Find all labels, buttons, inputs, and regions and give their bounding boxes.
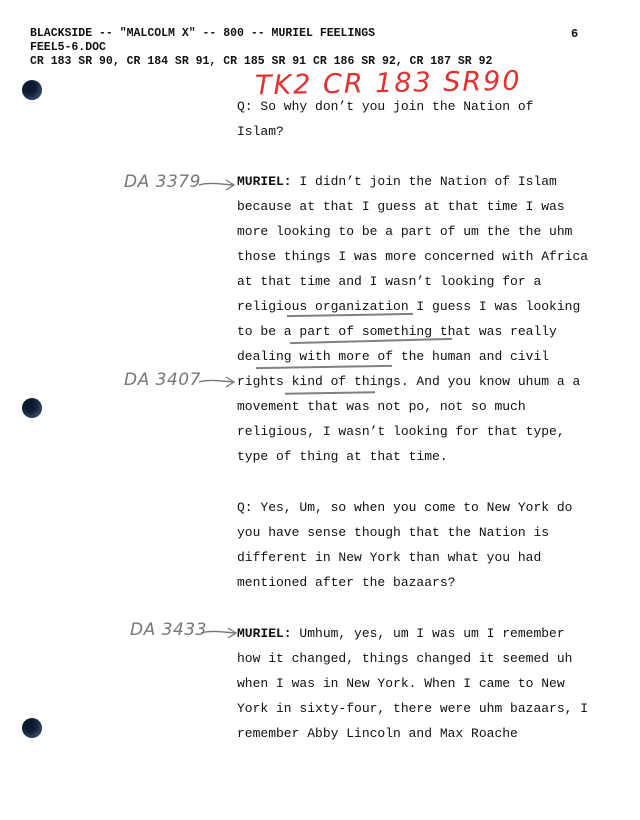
handwritten-da-marker-2: DA 3407 [124, 370, 201, 390]
answer-line: type of thing at that time. [237, 449, 448, 464]
punch-hole-bottom [22, 718, 42, 738]
answer-line: when I was in New York. When I came to New [237, 676, 565, 691]
answer-line: York in sixty-four, there were uhm bazaars, I [237, 701, 589, 716]
handwritten-da-marker-1: DA 3379 [124, 172, 201, 192]
question-line: Islam? [237, 124, 284, 139]
answer-line: how it changed, things changed it seemed uh [237, 651, 573, 666]
question-line: you have sense though that the Nation is [237, 525, 550, 540]
answer-text: I didn’t join the Nation of Islam [291, 174, 557, 189]
answer-line: religious, I wasn’t looking for that type, [237, 424, 565, 439]
header-filename: FEEL5-6.DOC [30, 41, 106, 54]
answer-first-line [237, 626, 565, 641]
answer-first-line [237, 174, 557, 189]
header-title: BLACKSIDE -- "MALCOLM X" -- 800 -- MURIEL FEELINGS [30, 27, 376, 40]
answer-line: to be a part of something that was really [237, 324, 557, 339]
page-number: 6 [571, 27, 579, 41]
document-header [30, 27, 492, 69]
handwritten-take-marker: TK2 CR 183 SR90 [254, 65, 522, 102]
answer-line: movement that was not po, not so much [237, 399, 526, 414]
answer-line: because at that I guess at that time I was [237, 199, 565, 214]
answer-text: Umhum, yes, um I was um I remember [291, 626, 565, 641]
arrow-icon [199, 624, 239, 640]
speaker-label: MURIEL: [237, 174, 292, 189]
punch-hole-middle [22, 398, 42, 418]
handwritten-da-marker-3: DA 3433 [130, 620, 207, 640]
question-line: Q: Yes, Um, so when you come to New York do [237, 500, 573, 515]
answer-line: remember Abby Lincoln and Max Roache [237, 726, 518, 741]
arrow-icon [197, 176, 237, 192]
question-line: different in New York than what you had [237, 550, 542, 565]
answer-line: at that time and I wasn’t looking for a [237, 274, 542, 289]
pencil-underline [285, 391, 375, 394]
punch-hole-top [22, 80, 42, 100]
question-line: mentioned after the bazaars? [237, 575, 456, 590]
answer-line: more looking to be a part of um the the uhm [237, 224, 573, 239]
arrow-icon [197, 373, 237, 389]
pencil-underline [256, 365, 392, 369]
answer-line: dealing with more of the human and civil [237, 349, 550, 364]
question-line: Q: So why don’t you join the Nation of [237, 99, 534, 114]
answer-line: religious organization I guess I was looking [237, 299, 581, 314]
header-roll-info: CR 183 SR 90, CR 184 SR 91, CR 185 SR 91 CR 186 SR 92, CR 187 SR 92 [30, 55, 493, 68]
speaker-label: MURIEL: [237, 626, 292, 641]
answer-line: rights kind of things. And you know uhum a a [237, 374, 581, 389]
answer-line: those things I was more concerned with Africa [237, 249, 589, 264]
